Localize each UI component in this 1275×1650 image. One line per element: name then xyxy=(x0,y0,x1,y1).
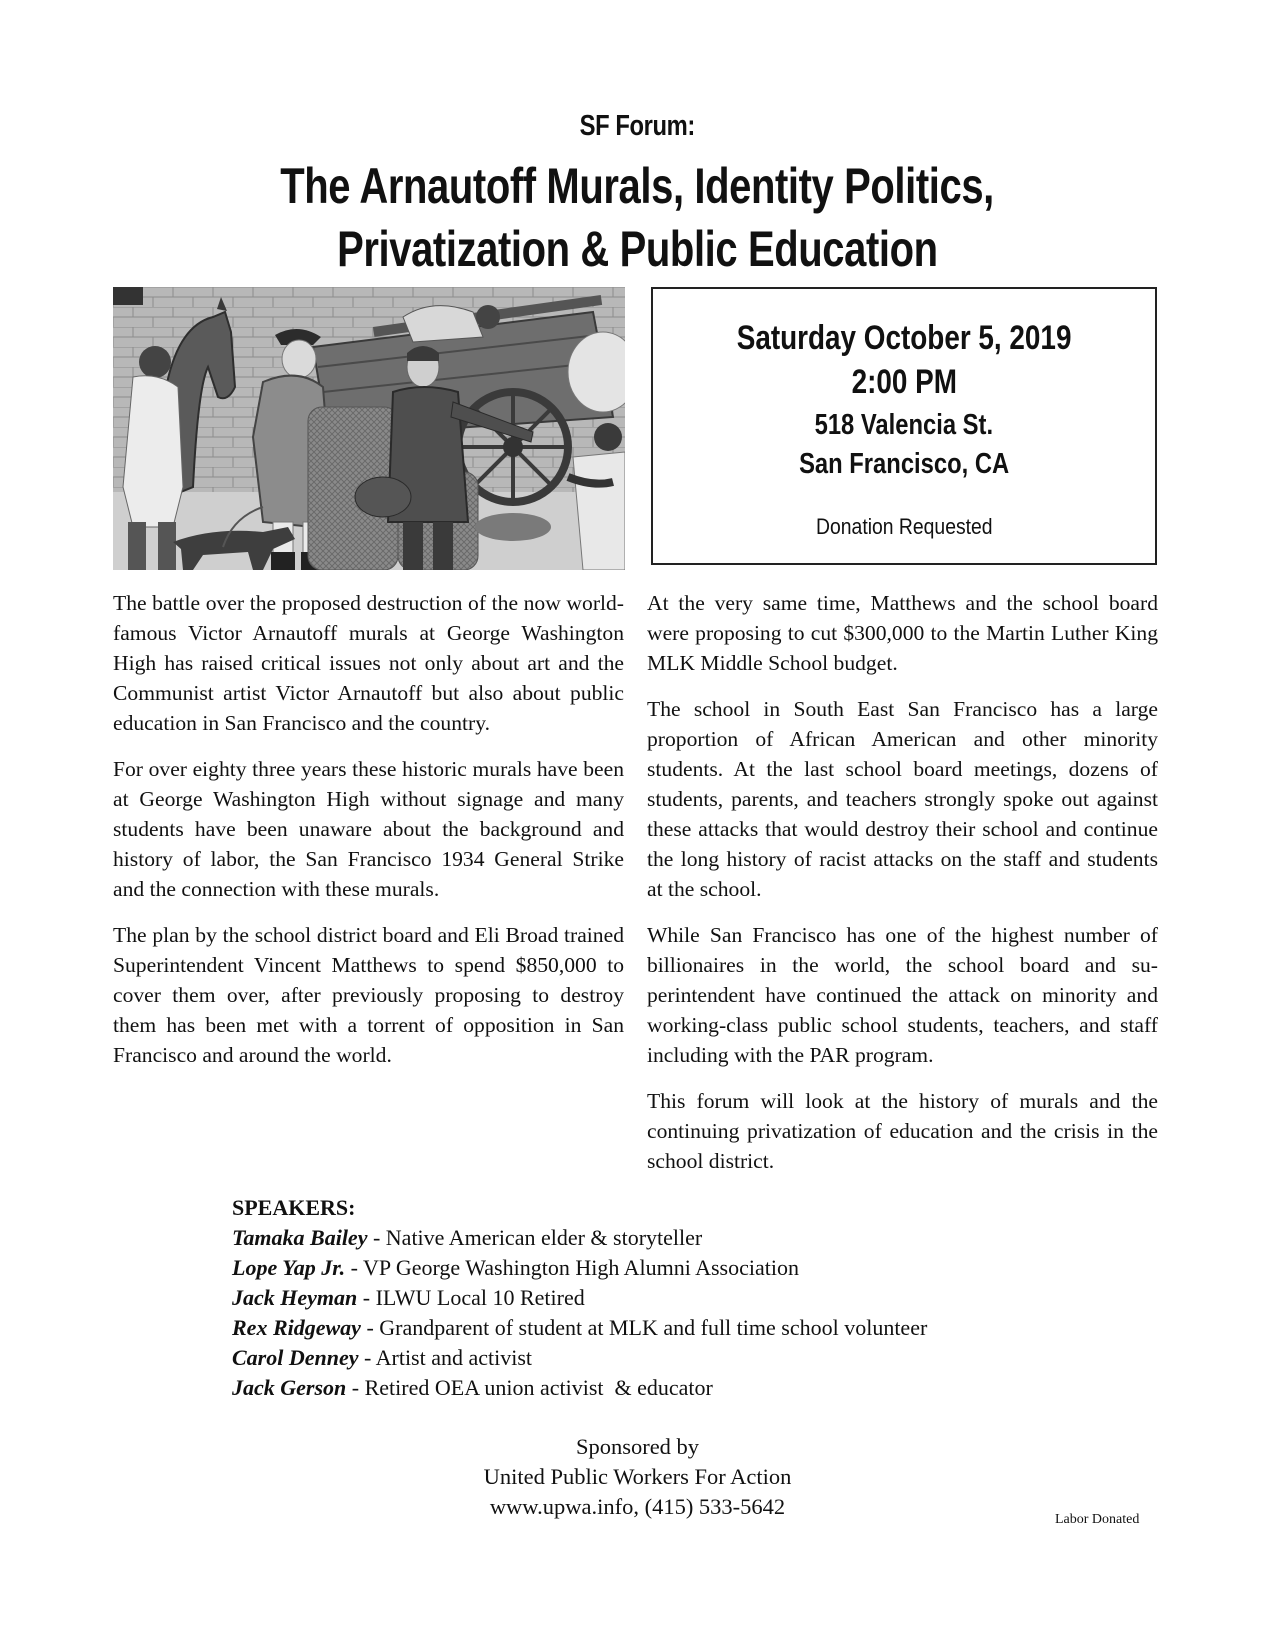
speaker-name: Jack Heyman xyxy=(232,1285,358,1310)
paragraph: The school in South East San Francisco has a large proportion of African American and other minority students. At the last school board meetings, dozens of students, parents, and teachers strongly spoke out against these attacks that would destroy their school and continue the long history of racist attacks on the staff and students at the school. xyxy=(647,697,1158,901)
labor-donated-note: Labor Donated xyxy=(1055,1512,1140,1527)
donation-note xyxy=(653,514,1155,540)
speaker-row xyxy=(232,1313,927,1343)
speaker-role: - Grandparent of student at MLK and full time school volunteer xyxy=(360,1315,928,1340)
speaker-name: Carol Denney xyxy=(232,1345,359,1370)
event-address xyxy=(653,409,1155,442)
paragraph: The battle over the proposed destruction of the now world-famous Victor Arnautoff murals at George Washington High has raised critical issues not only about art and the Communist artist Victor Arnautoff but also about public education in San Francisco and the country. xyxy=(113,591,624,735)
body-column-right xyxy=(647,588,1158,1192)
event-date-text: Saturday October 5, 2019 xyxy=(736,319,1072,357)
mural-illustration xyxy=(113,287,625,570)
speaker-row xyxy=(232,1283,927,1313)
title-line-1 xyxy=(0,155,1275,218)
page-title xyxy=(0,155,1275,281)
event-time xyxy=(653,363,1155,402)
event-address-text: 518 Valencia St. xyxy=(814,409,994,441)
mural-image xyxy=(113,287,625,570)
forum-kicker-text: SF Forum: xyxy=(579,110,696,142)
speaker-role: - ILWU Local 10 Retired xyxy=(357,1285,585,1310)
speaker-role: - VP George Washington High Alumni Association xyxy=(345,1255,799,1280)
speaker-role: - Native American elder & storyteller xyxy=(367,1225,703,1250)
title-line-2 xyxy=(0,218,1275,281)
donation-note-text: Donation Requested xyxy=(815,514,993,539)
speaker-name: Rex Ridgeway xyxy=(232,1315,361,1340)
speaker-row xyxy=(232,1223,927,1253)
speaker-row xyxy=(232,1343,927,1373)
event-time-text: 2:00 PM xyxy=(851,363,957,401)
body-column-left xyxy=(113,588,624,1086)
paragraph: While San Francisco has one of the highest number of billionaires in the world, the school board and superintendent have continued the attack on minority and working-class public school students, teachers, and staff including with the PAR program. xyxy=(647,923,1158,1067)
event-city xyxy=(653,448,1155,481)
sponsor-label: Sponsored by xyxy=(575,1434,700,1459)
speaker-row xyxy=(232,1373,927,1403)
pig xyxy=(475,513,551,541)
paragraph: For over eighty three years these historic murals have been at George Washington High without signage and many students have been unaware about the background and history of labor, the San Francisco 1934 General Strike and the connection with these murals. xyxy=(113,757,624,901)
event-details-box xyxy=(651,287,1157,565)
speaker-name: Lope Yap Jr. xyxy=(232,1255,346,1280)
sponsor-block xyxy=(0,1432,1275,1522)
paragraph: At the very same time, Matthews and the school board were proposing to cut $300,000 to the Martin Luther King MLK Middle School budget. xyxy=(647,591,1158,675)
speaker-role: - Artist and activist xyxy=(358,1345,533,1370)
speaker-role: - Retired OEA union activist & educator xyxy=(346,1375,713,1400)
title-line-2-text: Privatization & Public Education xyxy=(337,221,938,277)
paragraph: The plan by the school district board and Eli Broad trained Superintendent Vincent Matthews to spend $850,000 to cover them over, after previously proposing to destroy them has been met with a torrent of opposition in San Francisco and around the world. xyxy=(113,923,624,1067)
forum-kicker xyxy=(0,110,1275,143)
sponsor-contact: www.upwa.info, (415) 533-5642 xyxy=(489,1494,786,1519)
title-line-1-text: The Arnautoff Murals, Identity Politics, xyxy=(280,158,995,214)
paragraph: This forum will look at the history of murals and the continuing privatization of education and the crisis in the school district. xyxy=(647,1089,1158,1173)
speaker-row xyxy=(232,1253,927,1283)
sponsor-org: United Public Workers For Action xyxy=(483,1464,792,1489)
speaker-name: Jack Gerson xyxy=(232,1375,347,1400)
speaker-name: Tamaka Bailey xyxy=(232,1225,368,1250)
worker-figure xyxy=(403,306,483,342)
speakers-section xyxy=(232,1193,927,1403)
speakers-heading: SPEAKERS: xyxy=(232,1195,356,1220)
event-date xyxy=(653,319,1155,358)
event-city-text: San Francisco, CA xyxy=(798,448,1010,480)
